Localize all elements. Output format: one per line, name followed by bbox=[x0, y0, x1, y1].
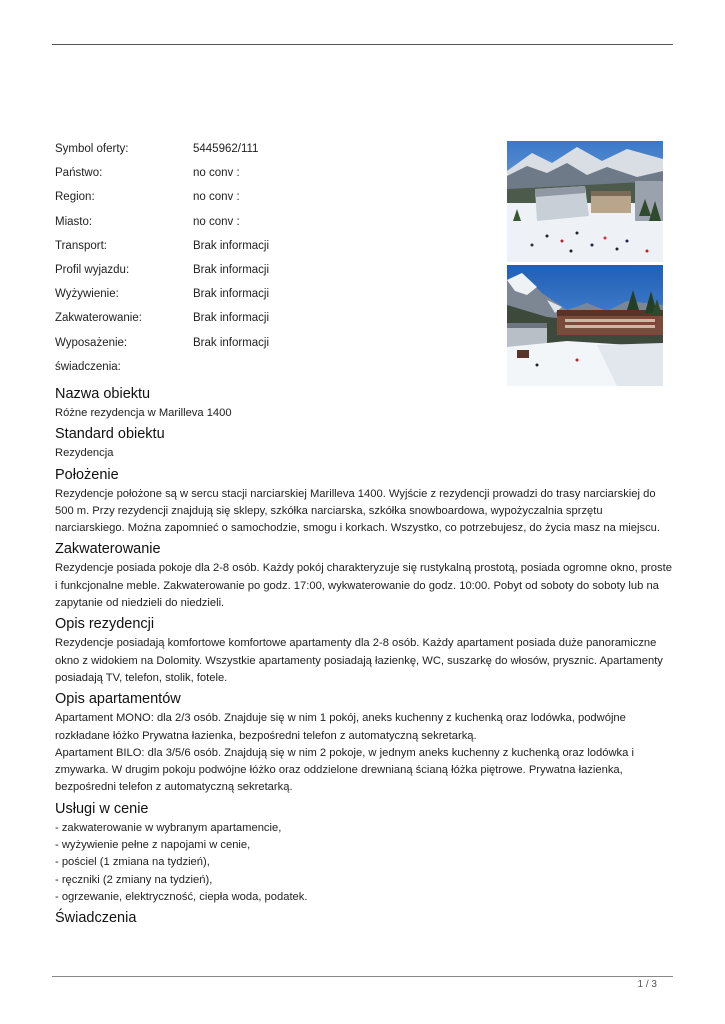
resort-photo-buildings bbox=[507, 265, 663, 386]
info-row-board bbox=[55, 287, 485, 311]
info-label: Symbol oferty: bbox=[55, 143, 129, 155]
header-rule bbox=[52, 44, 673, 45]
list-item: - zakwaterowanie w wybranym apartamencie, bbox=[55, 821, 282, 834]
list-item: - ogrzewanie, elektryczność, ciepła woda, podatek. bbox=[55, 890, 308, 903]
info-label: Miasto: bbox=[55, 215, 93, 228]
info-row-transport bbox=[55, 239, 485, 263]
section-text-apartment-bilo: Apartament BILO: dla 3/5/6 osób. Znajdują się w nim 2 pokoje, w jednym aneks kuchenny z kuchenką oraz lodówka i zmywarka. W drugim pokoju podwójne łóżko oraz oddzielone drewnianą ścianą łóżka piętrowe. Prywatna łazienka, bezpośredni telefon z automatyczną sekretarką. bbox=[55, 746, 634, 794]
section-text-accommodation: Rezydencje posiada pokoje dla 2-8 osób. Każdy pokój charakteryzuje się rustykalną prostotą, posiada ogromne okno, proste i funkcjonalne meble. Zakwaterowanie po godz. 17:00, wykwaterowanie do godz. 10:00. Pobyt od soboty do soboty lub na zapytanie od niedzieli do niedzieli. bbox=[55, 562, 672, 610]
info-row-trip-profile bbox=[55, 263, 485, 287]
info-row-benefits bbox=[55, 360, 485, 384]
info-value: no conv : bbox=[193, 167, 240, 180]
list-item: - wyżywienie pełne z napojami w cenie, bbox=[55, 839, 251, 852]
section-heading-name: Nazwa obiektu bbox=[55, 386, 151, 402]
info-value: 5445962/111 bbox=[193, 143, 259, 155]
info-value: Brak informacji bbox=[193, 288, 270, 301]
info-label: Profil wyjazdu: bbox=[55, 263, 130, 276]
section-text-standard: Rezydencja bbox=[55, 447, 114, 460]
list-item: - ręczniki (2 zmiany na tydzień), bbox=[55, 873, 213, 886]
info-label: świadczenia: bbox=[55, 360, 121, 373]
section-heading-accommodation: Zakwaterowanie bbox=[55, 541, 161, 558]
footer-rule bbox=[52, 976, 673, 977]
info-label: Region: bbox=[55, 191, 95, 204]
info-row-region bbox=[55, 190, 485, 214]
info-row-country bbox=[55, 166, 485, 190]
list-item: - pościel (1 zmiana na tydzień), bbox=[55, 856, 210, 869]
section-text-name: Różne rezydencja w Marilleva 1400 bbox=[55, 407, 232, 419]
info-row-city bbox=[55, 215, 485, 239]
section-text-apartment-mono: Apartament MONO: dla 2/3 osób. Znajduje się w nim 1 pokój, aneks kuchenny z kuchenką oraz lodówka, podwójne rozkładane łóżko Prywatna łazienka, bezpośredni telefon z automatyczną sekretarką. bbox=[55, 712, 626, 742]
section-text-location: Rezydencje położone są w sercu stacji narciarskiej Marilleva 1400. Wyjście z rezydencji prowadzi do trasy narciarskiej do 500 m. Przy rezydencji znajdują się sklepy, szkółka narciarska, szkółka snowboardowa, wypożyczalnia sprzętu narciarskiego. Można zapomnieć o samochodzie, smogu i korkach. Wszystko, co potrzebujesz, do życia masz na miejscu. bbox=[55, 487, 660, 535]
info-label: Wyposażenie: bbox=[55, 336, 128, 349]
info-value: no conv : bbox=[193, 215, 240, 228]
section-text-residence: Rezydencje posiadają komfortowe komfortowe apartamenty dla 2-8 osób. Każdy apartament posiada duże panoramiczne okno z widokiem na Dolomity. Wszystkie apartamenty posiadają łazienkę, WC, suszarkę do włosów, prysznic. Apartamenty posiadają TV, telefon, stolik, fotele. bbox=[55, 637, 663, 684]
info-value: no conv : bbox=[193, 191, 240, 204]
info-value: Brak informacji bbox=[193, 336, 270, 349]
info-label: Zakwaterowanie: bbox=[55, 312, 142, 325]
section-heading-standard: Standard obiektu bbox=[55, 426, 165, 443]
info-label: Transport: bbox=[55, 239, 107, 252]
section-heading-residence: Opis rezydencji bbox=[55, 616, 155, 633]
section-heading-benefits: Świadczenia bbox=[55, 910, 137, 927]
offer-description bbox=[55, 384, 673, 929]
info-row-accommodation bbox=[55, 311, 485, 335]
info-row-equipment bbox=[55, 336, 485, 360]
section-heading-location: Położenie bbox=[55, 466, 119, 483]
resort-photo-skiers bbox=[507, 141, 663, 262]
info-label: Państwo: bbox=[55, 167, 103, 180]
page-number: 1 / 3 bbox=[637, 979, 657, 990]
info-value: Brak informacji bbox=[193, 263, 270, 276]
section-heading-apartments: Opis apartamentów bbox=[55, 691, 181, 708]
info-value: Brak informacji bbox=[193, 239, 270, 252]
info-row-symbol bbox=[55, 142, 485, 166]
info-label: Wyżywienie: bbox=[55, 288, 119, 301]
offer-info-table bbox=[55, 142, 485, 384]
section-heading-services: Usługi w cenie bbox=[55, 800, 149, 817]
info-value: Brak informacji bbox=[193, 312, 270, 325]
